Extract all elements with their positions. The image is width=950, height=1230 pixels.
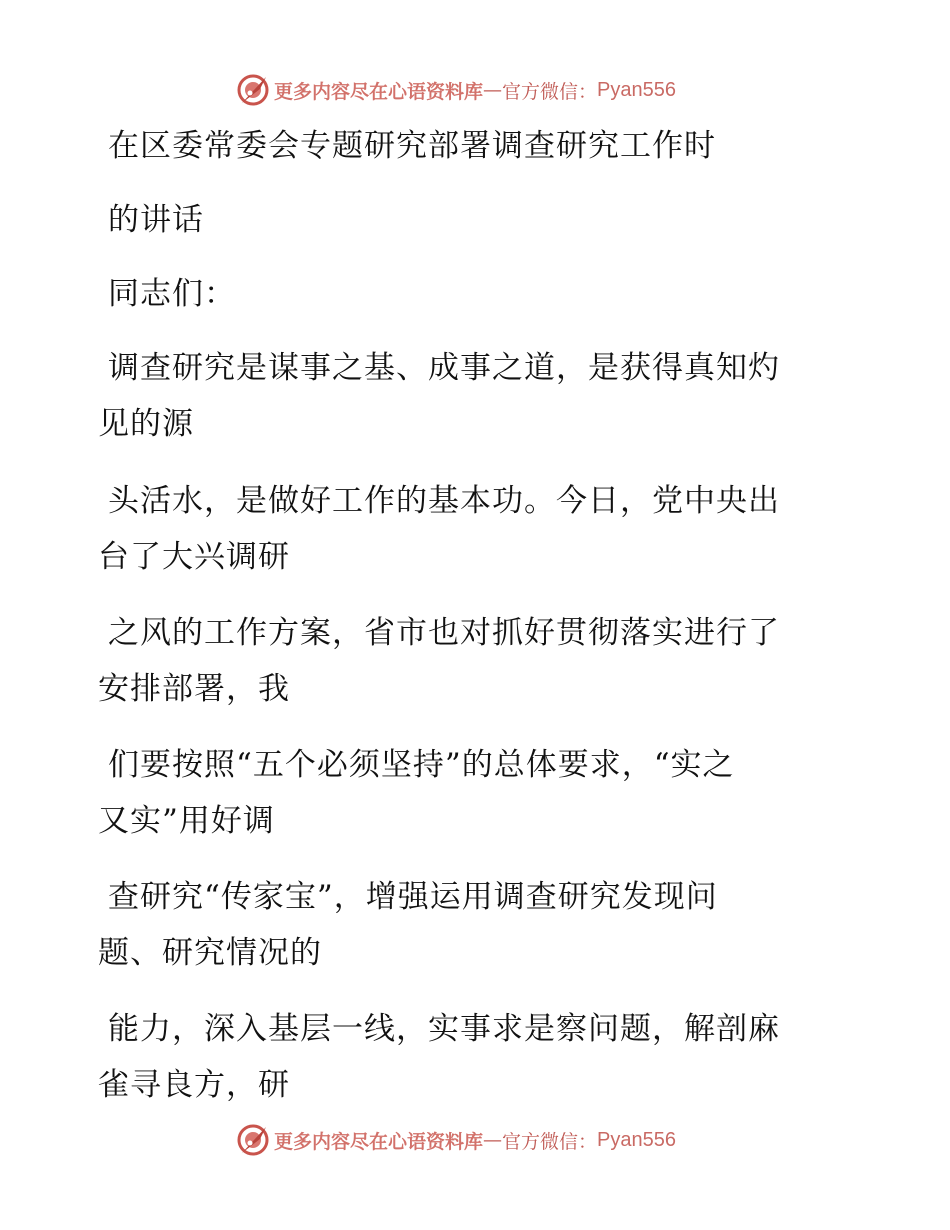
salutation: 同志们： — [108, 276, 236, 312]
body-line: 雀寻良方，研 — [98, 1067, 290, 1103]
footer-watermark — [236, 1122, 676, 1158]
watermark-wechat-label: 官方微信： — [502, 1130, 598, 1153]
body-line: 们要按照“五个必须坚持”的总体要求，“实之 — [108, 747, 735, 783]
watermark-site-text: 更多内容尽在心语资料库 — [274, 80, 484, 103]
watermark-wechat-id: Pyan556 — [597, 78, 676, 101]
body-line: 能力，深入基层一线，实事求是察问题，解剖麻 — [108, 1011, 780, 1047]
watermark-site-text: 更多内容尽在心语资料库 — [274, 1130, 484, 1153]
header-watermark — [236, 72, 676, 108]
quill-logo-icon — [236, 1123, 270, 1157]
body-line: 又实”用好调 — [98, 803, 275, 839]
quill-logo-icon — [236, 73, 270, 107]
watermark-dash: — — [483, 79, 503, 101]
body-line: 安排部署，我 — [98, 671, 290, 707]
watermark-wechat-id: Pyan556 — [597, 1128, 676, 1151]
watermark-wechat-label: 官方微信： — [502, 80, 598, 103]
body-line: 题、研究情况的 — [98, 935, 322, 971]
document-title-line-1: 在区委常委会专题研究部署调查研究工作时 — [108, 128, 716, 164]
body-line: 查研究“传家宝”，增强运用调查研究发现问 — [108, 879, 718, 915]
body-line: 调查研究是谋事之基、成事之道，是获得真知灼 — [108, 350, 780, 386]
body-line: 头活水，是做好工作的基本功。今日，党中央出 — [108, 483, 780, 519]
document-title-line-2: 的讲话 — [108, 202, 204, 238]
body-line: 台了大兴调研 — [98, 539, 290, 575]
watermark-dash: — — [483, 1129, 503, 1151]
body-line: 之风的工作方案，省市也对抓好贯彻落实进行了 — [108, 615, 780, 651]
body-line: 见的源 — [98, 406, 194, 442]
